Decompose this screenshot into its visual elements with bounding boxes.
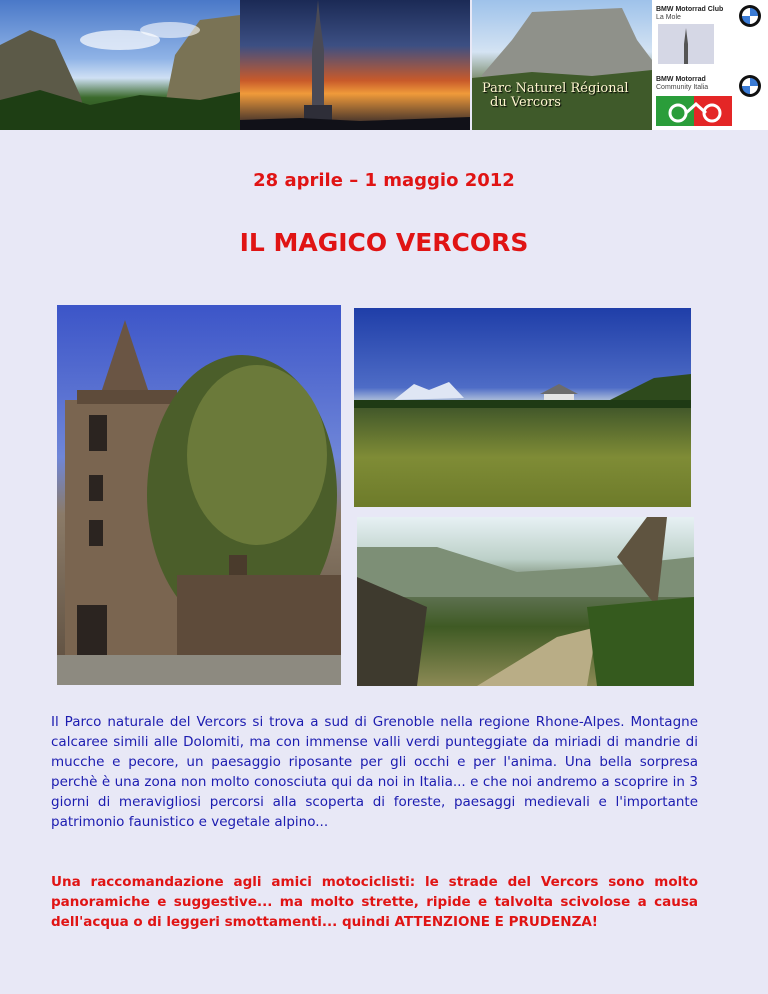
club1-label: BMW Motorrad Club La Mole [656,6,724,21]
tower-silhouette [240,0,470,130]
event-date: 28 aprile – 1 maggio 2012 [253,170,515,191]
bmw-logo-icon [738,4,762,28]
header-banner [0,0,768,130]
road-illustration [357,517,694,686]
countryside-road-photo [357,517,694,686]
parc-title: Parc Naturel Régional du Vercors [482,81,629,110]
motorcycle-logo-icon [656,96,732,126]
cliff-illustration [472,0,652,130]
mole-logo-icon [658,24,714,64]
church-illustration [57,305,341,685]
bmw-logo-icon-2 [738,74,762,98]
mountain-photo [0,0,240,130]
church-photo [57,305,341,685]
vercors-cliff-photo [472,0,652,130]
intro-paragraph: Il Parco naturale del Vercors si trova a sud di Grenoble nella regione Rhone-Alpes. Montagne calcaree simili alle Dolomiti, ma con immense valli verdi punteggiate da miriadi di mandrie di mucche e pecore, un paesaggio riposante per gli occhi e per l'anima. Una bella sorpresa perchè è una zona non molto conosciuta qui da noi in Italia... e che noi andremo a scoprire in 3 giorni di meravigliosi percorsi alla scoperta di foreste, paesaggi medievali e l'importante patrimonio faunistico e vegetale alpino... [51,714,698,830]
club2-label: BMW Motorrad Community Italia [656,76,709,91]
mole-antonelliana-photo [240,0,470,130]
mountain-illustration [0,0,240,130]
meadow-photo [354,308,691,507]
club-logos [652,0,768,130]
page-title: IL MAGICO VERCORS [239,228,529,257]
meadow-illustration [354,308,691,507]
warning-paragraph: Una raccomandazione agli amici motociclisti: le strade del Vercors sono molto panoramiche e suggestive... ma molto strette, ripide e talvolta scivolose a causa dell'acqua o di leggeri smottamenti... quindi ATTENZIONE E PRUDENZA! [51,874,698,930]
